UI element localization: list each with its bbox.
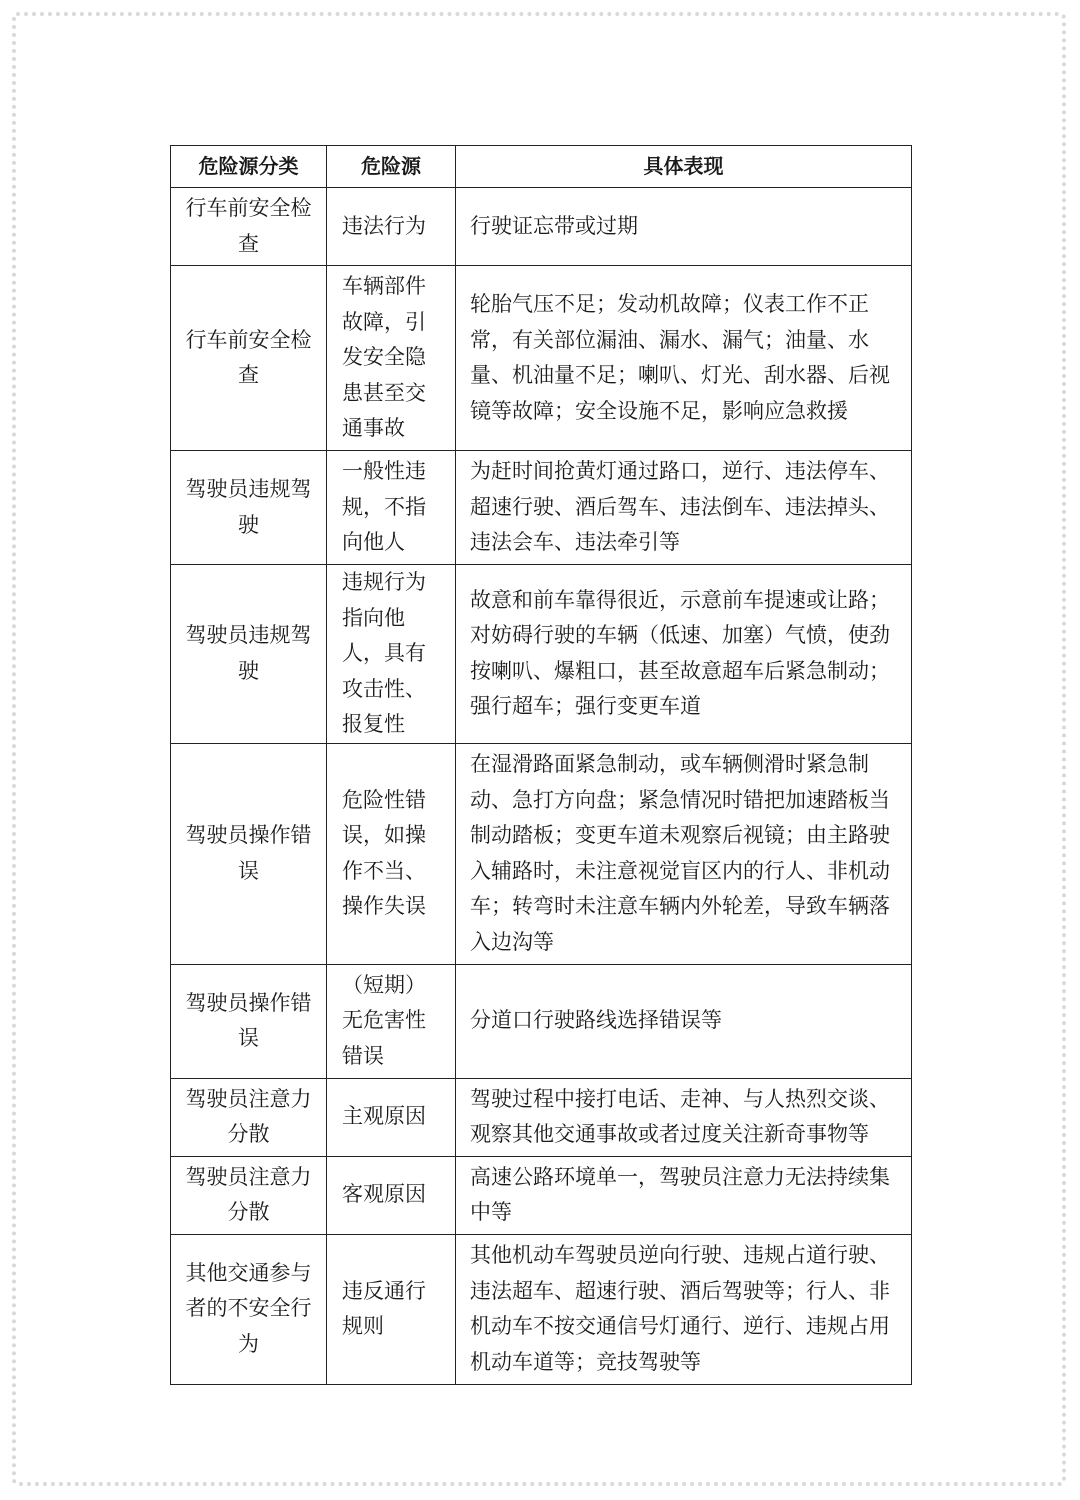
cell-category: 其他交通参与者的不安全行为 — [171, 1234, 327, 1384]
cell-source: 客观原因 — [327, 1156, 456, 1234]
cell-detail: 其他机动车驾驶员逆向行驶、违规占道行驶、违法超车、超速行驶、酒后驾驶等；行人、非机动车不按交通信号灯通行、逆行、违规占用机动车道等；竞技驾驶等 — [456, 1234, 912, 1384]
cell-source: 违规行为指向他人，具有攻击性、报复性 — [327, 565, 456, 744]
cell-source: （短期）无危害性错误 — [327, 964, 456, 1078]
cell-category: 驾驶员注意力分散 — [171, 1078, 327, 1156]
cell-source: 主观原因 — [327, 1078, 456, 1156]
table-row — [171, 964, 912, 1078]
table-row — [171, 1156, 912, 1234]
cell-category: 驾驶员违规驾驶 — [171, 565, 327, 744]
cell-detail: 轮胎气压不足；发动机故障；仪表工作不正常，有关部位漏油、漏水、漏气；油量、水量、机油量不足；喇叭、灯光、刮水器、后视镜等故障；安全设施不足，影响应急救援 — [456, 266, 912, 451]
cell-detail: 在湿滑路面紧急制动，或车辆侧滑时紧急制动、急打方向盘；紧急情况时错把加速踏板当制动踏板；变更车道未观察后视镜；由主路驶入辅路时，未注意视觉盲区内的行人、非机动车；转弯时未注意车辆内外轮差，导致车辆落入边沟等 — [456, 743, 912, 964]
header-category: 危险源分类 — [171, 146, 327, 188]
header-detail: 具体表现 — [456, 146, 912, 188]
cell-category: 驾驶员违规驾驶 — [171, 451, 327, 565]
cell-category: 行车前安全检查 — [171, 266, 327, 451]
cell-source: 违反通行规则 — [327, 1234, 456, 1384]
cell-detail: 行驶证忘带或过期 — [456, 188, 912, 266]
hazard-table — [170, 145, 912, 1385]
cell-source: 危险性错误，如操作不当、操作失误 — [327, 743, 456, 964]
cell-category: 驾驶员操作错误 — [171, 964, 327, 1078]
table-row — [171, 1234, 912, 1384]
cell-category: 行车前安全检查 — [171, 188, 327, 266]
table-row — [171, 743, 912, 964]
cell-detail: 驾驶过程中接打电话、走神、与人热烈交谈、观察其他交通事故或者过度关注新奇事物等 — [456, 1078, 912, 1156]
cell-category: 驾驶员注意力分散 — [171, 1156, 327, 1234]
table-header-row — [171, 146, 912, 188]
cell-detail: 分道口行驶路线选择错误等 — [456, 964, 912, 1078]
cell-detail: 为赶时间抢黄灯通过路口，逆行、违法停车、超速行驶、酒后驾车、违法倒车、违法掉头、违法会车、违法牵引等 — [456, 451, 912, 565]
cell-detail: 高速公路环境单一，驾驶员注意力无法持续集中等 — [456, 1156, 912, 1234]
cell-source: 车辆部件故障，引发安全隐患甚至交通事故 — [327, 266, 456, 451]
cell-detail: 故意和前车靠得很近，示意前车提速或让路；对妨碍行驶的车辆（低速、加塞）气愤，使劲按喇叭、爆粗口，甚至故意超车后紧急制动；强行超车；强行变更车道 — [456, 565, 912, 744]
table-row — [171, 565, 912, 744]
cell-source: 一般性违规，不指向他人 — [327, 451, 456, 565]
table-row — [171, 266, 912, 451]
cell-source: 违法行为 — [327, 188, 456, 266]
header-source: 危险源 — [327, 146, 456, 188]
hazard-table-container — [170, 145, 911, 1385]
table-row — [171, 451, 912, 565]
table-row — [171, 188, 912, 266]
cell-category: 驾驶员操作错误 — [171, 743, 327, 964]
table-row — [171, 1078, 912, 1156]
